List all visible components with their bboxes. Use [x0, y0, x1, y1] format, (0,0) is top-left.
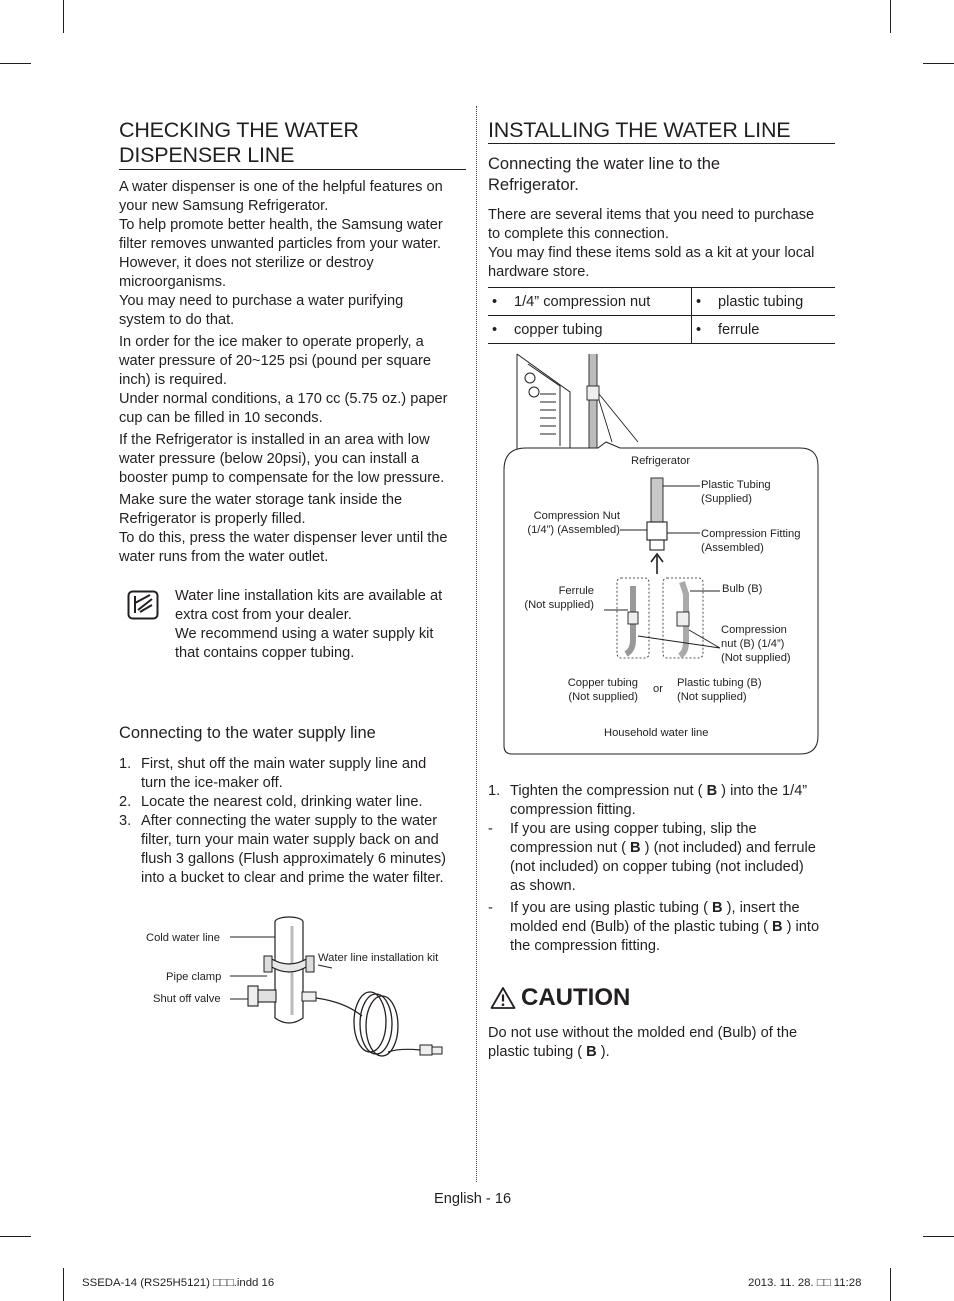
label-line: (Not supplied)	[721, 652, 791, 664]
text-line: Under normal conditions, a 170 cc (5.75 oz.) paper	[119, 391, 448, 407]
crop-mark	[0, 1236, 31, 1237]
text-line: (not included) on copper tubing (not included)	[510, 859, 804, 875]
table-cell	[692, 288, 836, 316]
text: ), insert the	[722, 900, 800, 916]
subheading-line: Connecting the water line to the	[488, 155, 721, 173]
text-line: water runs from the water outlet.	[119, 549, 329, 565]
bullet: •	[696, 321, 702, 338]
list-item	[119, 812, 469, 888]
warning-triangle-icon	[490, 986, 516, 1010]
title-line: CHECKING THE WATER	[119, 118, 359, 142]
text-line: hardware store.	[488, 264, 590, 280]
step-number: 3.	[119, 813, 132, 829]
text: Tighten the compression nut (	[510, 783, 707, 799]
table-cell	[488, 288, 692, 316]
title-rule	[119, 169, 466, 170]
item-marker: -	[488, 821, 493, 837]
label-line: Compression	[721, 624, 787, 636]
intro-text	[488, 206, 814, 282]
table-row	[488, 316, 835, 344]
table-cell	[488, 316, 692, 344]
text-line: system to do that.	[119, 312, 235, 328]
label-line: (Not supplied)	[524, 599, 594, 611]
note-icon	[127, 590, 159, 620]
text: ) into	[782, 919, 820, 935]
list-item	[119, 755, 469, 793]
subheading-line: Refrigerator.	[488, 176, 579, 194]
text-line: your new Samsung Refrigerator.	[119, 198, 329, 214]
paragraph	[119, 431, 469, 488]
text: ) (not included) and ferrule	[640, 840, 816, 856]
paragraph	[119, 491, 469, 567]
parts-table	[488, 287, 835, 344]
label-line: (Not supplied)	[677, 691, 747, 703]
text-line: In order for the ice maker to operate properly, a	[119, 334, 424, 350]
table-cell	[692, 316, 836, 344]
label-line: (Not supplied)	[568, 691, 638, 703]
paragraph	[119, 178, 469, 330]
label-refrigerator: Refrigerator	[631, 455, 691, 467]
label-or: or	[653, 683, 663, 695]
cell-text: 1/4” compression nut	[514, 293, 651, 310]
text-line: filter, turn your main water supply back on and	[141, 832, 439, 848]
step-number: 1.	[119, 756, 132, 772]
label-compression-nut	[519, 509, 620, 537]
label-compression-fitting	[701, 527, 800, 555]
label-ferrule	[516, 584, 594, 612]
label-line: (Assembled)	[701, 542, 764, 554]
text-line: that contains copper tubing.	[175, 645, 355, 661]
item-marker: 1.	[488, 783, 501, 799]
text-line: However, it does not sterilize or destroy	[119, 255, 374, 271]
text-line: After connecting the water supply to the water	[141, 813, 438, 829]
label-line: nut (B) (1/4”)	[721, 638, 785, 650]
text-line: You may find these items sold as a kit at your local	[488, 245, 815, 261]
text-line: Make sure the water storage tank inside the	[119, 492, 403, 508]
text-line: You may need to purchase a water purifying	[119, 293, 404, 309]
text: compression nut (	[510, 840, 631, 856]
label-cold-water-line: Cold water line	[146, 932, 220, 944]
text-line: cup can be filled in 10 seconds.	[119, 410, 323, 426]
label-line: Plastic Tubing	[701, 479, 771, 491]
right-section-title: INSTALLING THE WATER LINE	[488, 118, 791, 142]
text-line: to complete this connection.	[488, 226, 669, 242]
label-line: Copper tubing	[567, 677, 638, 689]
text-line: extra cost from your dealer.	[175, 607, 352, 623]
crop-mark	[63, 1268, 64, 1301]
label-line: (Supplied)	[701, 493, 752, 505]
slug-timestamp: 2013. 11. 28. □□ 11:28	[748, 1277, 862, 1289]
text-line: booster pump to compensate for the low pressure.	[119, 470, 445, 486]
cell-text: copper tubing	[514, 321, 603, 338]
text-line: A water dispenser is one of the helpful features on	[119, 179, 443, 195]
text: plastic tubing (	[488, 1044, 587, 1060]
text-bold: B	[586, 1044, 597, 1060]
text-bold: B	[772, 919, 783, 935]
text-bold: B	[706, 783, 718, 799]
column-divider	[476, 106, 477, 1182]
crop-mark	[890, 0, 891, 33]
text: molded end (Bulb) of the plastic tubing (	[510, 919, 773, 935]
crop-mark	[890, 1268, 891, 1301]
caution-title: CAUTION	[521, 984, 631, 1011]
crop-mark	[0, 63, 31, 64]
text: If you are using plastic tubing (	[510, 900, 712, 916]
connection-subheading	[488, 154, 720, 196]
cell-text: ferrule	[718, 321, 760, 338]
text: ) into the 1/4”	[717, 783, 808, 799]
step-number: 2.	[119, 794, 132, 810]
label-plastic-tubing-b	[677, 676, 762, 704]
text-line: turn the ice-maker off.	[141, 775, 283, 791]
label-shut-off-valve: Shut off valve	[153, 993, 221, 1005]
caution-text	[488, 1024, 797, 1062]
text-line: into a bucket to clear and prime the water filter.	[141, 870, 444, 886]
label-plastic-tubing	[701, 478, 771, 506]
label-compression-nut-b	[721, 623, 791, 665]
bullet: •	[492, 293, 498, 310]
table-row	[488, 288, 835, 316]
text-line: Locate the nearest cold, drinking water line.	[141, 794, 423, 810]
text-line: inch) is required.	[119, 372, 227, 388]
text-bold: B	[712, 900, 723, 916]
left-body	[119, 178, 469, 567]
text-line: Do not use without the molded end (Bulb) of the	[488, 1025, 798, 1041]
text-line: filter removes unwanted particles from your water.	[119, 236, 442, 252]
list-item	[488, 899, 838, 956]
label-pipe-clamp: Pipe clamp	[166, 971, 222, 983]
text-line: Refrigerator is properly filled.	[119, 511, 306, 527]
text-line: microorganisms.	[119, 274, 227, 290]
cell-text: plastic tubing	[718, 293, 804, 310]
label-bulb: Bulb (B)	[722, 583, 763, 595]
list-item	[488, 782, 838, 820]
text-line: If you are using copper tubing, slip the	[510, 821, 757, 837]
text-bold: B	[630, 840, 641, 856]
title-rule	[488, 143, 835, 144]
list-item	[488, 820, 838, 896]
bullet: •	[696, 293, 702, 310]
paragraph	[119, 333, 469, 428]
text-line: To do this, press the water dispenser lever until the	[119, 530, 448, 546]
instructions	[488, 782, 838, 956]
label-line: Ferrule	[558, 585, 594, 597]
left-section-title	[119, 118, 359, 168]
label-line: (1/4”) (Assembled)	[527, 524, 620, 536]
supply-steps	[119, 755, 469, 888]
text-line: as shown.	[510, 878, 576, 894]
text-line: If the Refrigerator is installed in an area with low	[119, 432, 430, 448]
supply-heading: Connecting to the water supply line	[119, 724, 376, 742]
label-line: Compression Nut	[533, 510, 620, 522]
crop-mark	[923, 63, 954, 64]
text-line: water pressure (below 20psi), you can install a	[119, 451, 420, 467]
label-household-water-line: Household water line	[604, 727, 709, 739]
item-marker: -	[488, 900, 493, 916]
text-line: We recommend using a water supply kit	[175, 626, 434, 642]
text-line: flush 3 gallons (Flush approximately 6 minutes)	[141, 851, 446, 867]
crop-mark	[923, 1236, 954, 1237]
label-copper-tubing	[558, 676, 638, 704]
list-item	[119, 793, 469, 812]
text-line: There are several items that you need to purchase	[488, 207, 815, 223]
note-text	[175, 587, 442, 663]
bullet: •	[492, 321, 498, 338]
title-line: DISPENSER LINE	[119, 143, 295, 167]
page-number: English - 16	[434, 1191, 512, 1207]
text-line: water pressure of 20~125 psi (pound per square	[119, 353, 431, 369]
crop-mark	[63, 0, 64, 33]
text-line: the compression fitting.	[510, 938, 661, 954]
text-line: compression fitting.	[510, 802, 636, 818]
label-line: Compression Fitting	[701, 528, 801, 540]
text-line: To help promote better health, the Samsung water	[119, 217, 443, 233]
slug-file-name: SSEDA-14 (RS25H5121) □□□.indd 16	[82, 1277, 275, 1289]
label-installation-kit: Water line installation kit	[318, 952, 439, 964]
label-line: Plastic tubing (B)	[677, 677, 762, 689]
text: ).	[596, 1044, 610, 1060]
text-line: Water line installation kits are available at	[175, 588, 443, 604]
text-line: First, shut off the main water supply line and	[141, 756, 427, 772]
